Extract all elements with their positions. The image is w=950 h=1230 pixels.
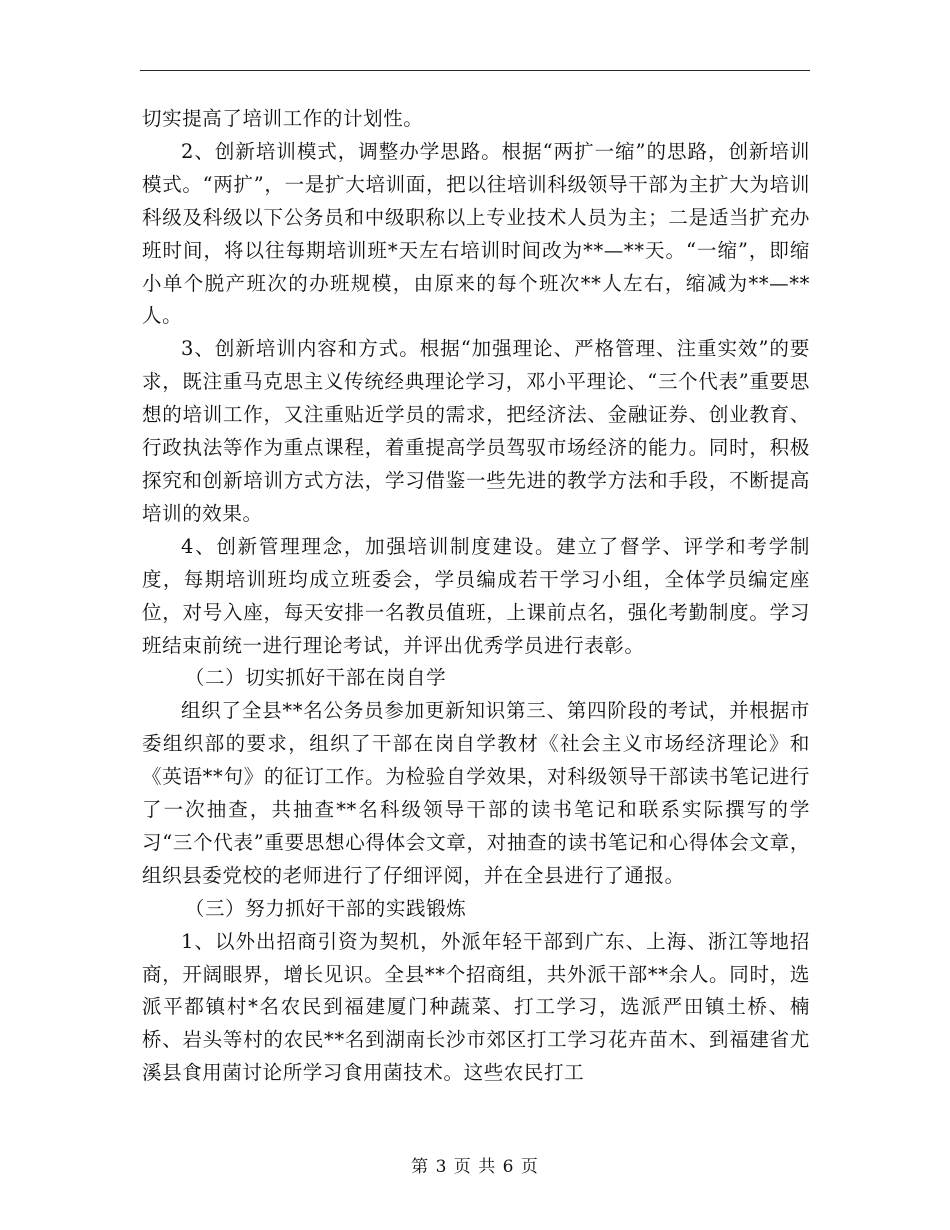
paragraph-continuation: 切实提高了培训工作的计划性。 — [142, 107, 424, 130]
paragraph-innovate-management: 4、创新管理理念，加强培训制度建设。建立了督学、评学和考学制度，每期培训班均成立班委会，学员编成若干学习小组，全体学员编定座位，对号入座，每天安排一名教员值班，上课前点名，强化考勤制度。学习班结束前统一进行理论考试，并评出优秀学员进行表彰。 — [142, 534, 810, 657]
paragraph-innovate-training-mode: 2、创新培训模式，调整办学思路。根据“两扩一缩”的思路，创新培训模式。“两扩”，一是扩大培训面，把以往培训科级领导干部为主扩大为培训科级及科级以下公务员和中级职称以上专业技术人员为主；二是适当扩充办班时间，将以往每期培训班*天左右培训时间改为**—**天。“一缩”，即缩小单个脱产班次的办班规模，由原来的每个班次**人左右，缩减为**—**人。 — [142, 139, 810, 328]
paragraph-innovate-content-methods: 3、创新培训内容和方式。根据“加强理论、严格管理、注重实效”的要求，既注重马克思主义传统经典理论学习，邓小平理论、“三个代表”重要思想的培训工作，又注重贴近学员的需求，把经济法、金融证券、创业教育、行政执法等作为重点课程，着重提高学员驾驭市场经济的能力。同时，积极探究和创新培训方式方法，学习借鉴一些先进的教学方法和手段，不断提高培训的效果。 — [142, 337, 810, 525]
section-heading-self-study: （二）切实抓好干部在岗自学 — [184, 666, 447, 690]
document-body — [142, 103, 810, 1090]
paragraph-self-study: 组织了全县**名公务员参加更新知识第三、第四阶段的考试，并根据市委组织部的要求，组织了干部在岗自学教材《社会主义市场经济理论》和《英语**句》的征订工作。为检验自学效果，对科级领导干部读书笔记进行了一次抽查，共抽查**名科级领导干部的读书笔记和联系实际撰写的学习“三个代表”重要思想心得体会文章，对抽查的读书笔记和心得体会文章，组织县委党校的老师进行了仔细评阅，并在全县进行了通报。 — [142, 699, 810, 887]
page-number: 第 3 页 共 6 页 — [411, 1157, 539, 1177]
section-heading-practice: （三）努力抓好干部的实践锻炼 — [184, 896, 467, 920]
header-rule — [140, 70, 810, 71]
paragraph-investment-practice: 1、以外出招商引资为契机，外派年轻干部到广东、上海、浙江等地招商，开阔眼界，增长见识。全县**个招商组，共外派干部**余人。同时，选派平都镇村*名农民到福建厦门种蔬菜、打工学习，选派严田镇土桥、楠桥、岩头等村的农民**名到湖南长沙市郊区打工学习花卉苗木、到福建省尤溪县食用菌讨论所学习食用菌技术。这些农民打工 — [142, 929, 810, 1085]
